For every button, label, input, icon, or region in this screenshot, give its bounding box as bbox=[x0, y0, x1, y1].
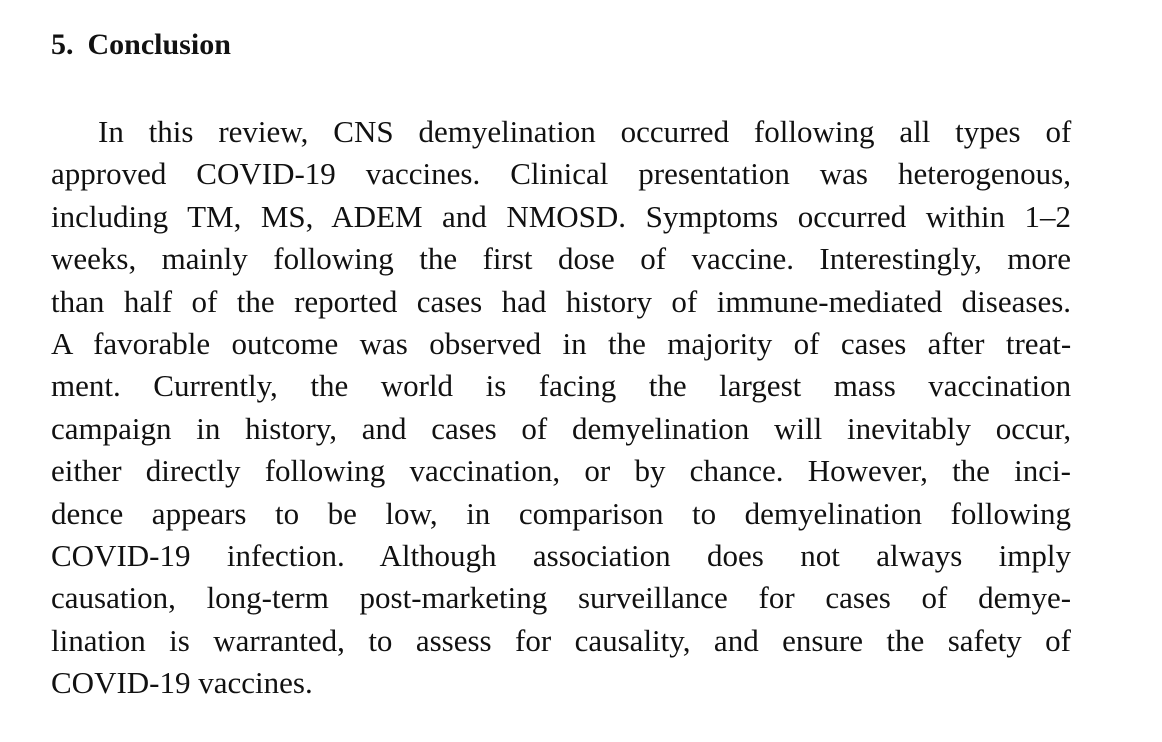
paragraph-line: causation, long-term post-marketing surveillance for cases of demye- bbox=[51, 580, 1072, 616]
paragraph-line: approved COVID-19 vaccines. Clinical presentation was heterogenous, bbox=[51, 156, 1071, 192]
paragraph-line: lination is warranted, to assess for causality, and ensure the safety of bbox=[51, 622, 1071, 658]
paragraph-line: ment. Currently, the world is facing the largest mass vaccination bbox=[51, 368, 1072, 404]
section-number: 5. bbox=[51, 28, 74, 61]
paragraph-line: In this review, CNS demyelination occurred following all types of bbox=[98, 114, 1072, 149]
paragraph-line: campaign in history, and cases of demyelination will inevitably occur, bbox=[51, 410, 1072, 446]
paragraph-line: A favorable outcome was observed in the majority of cases after treat- bbox=[51, 326, 1072, 362]
paragraph-line: weeks, mainly following the first dose of vaccine. Interestingly, more bbox=[51, 241, 1071, 277]
paragraph-line: dence appears to be low, in comparison to demyelination following bbox=[51, 495, 1072, 531]
section-title: Conclusion bbox=[87, 28, 231, 61]
paragraph-line: COVID-19 vaccines. bbox=[51, 665, 313, 701]
conclusion-paragraph bbox=[51, 111, 1071, 705]
section-heading bbox=[51, 24, 1071, 66]
document-page bbox=[51, 24, 1071, 705]
paragraph-line: COVID-19 infection. Although association does not always imply bbox=[51, 538, 1071, 574]
paragraph-line: than half of the reported cases had history of immune-mediated diseases. bbox=[51, 283, 1072, 319]
paragraph-line: including TM, MS, ADEM and NMOSD. Symptoms occurred within 1–2 bbox=[51, 198, 1071, 234]
paragraph-line: either directly following vaccination, or by chance. However, the inci- bbox=[51, 453, 1071, 489]
